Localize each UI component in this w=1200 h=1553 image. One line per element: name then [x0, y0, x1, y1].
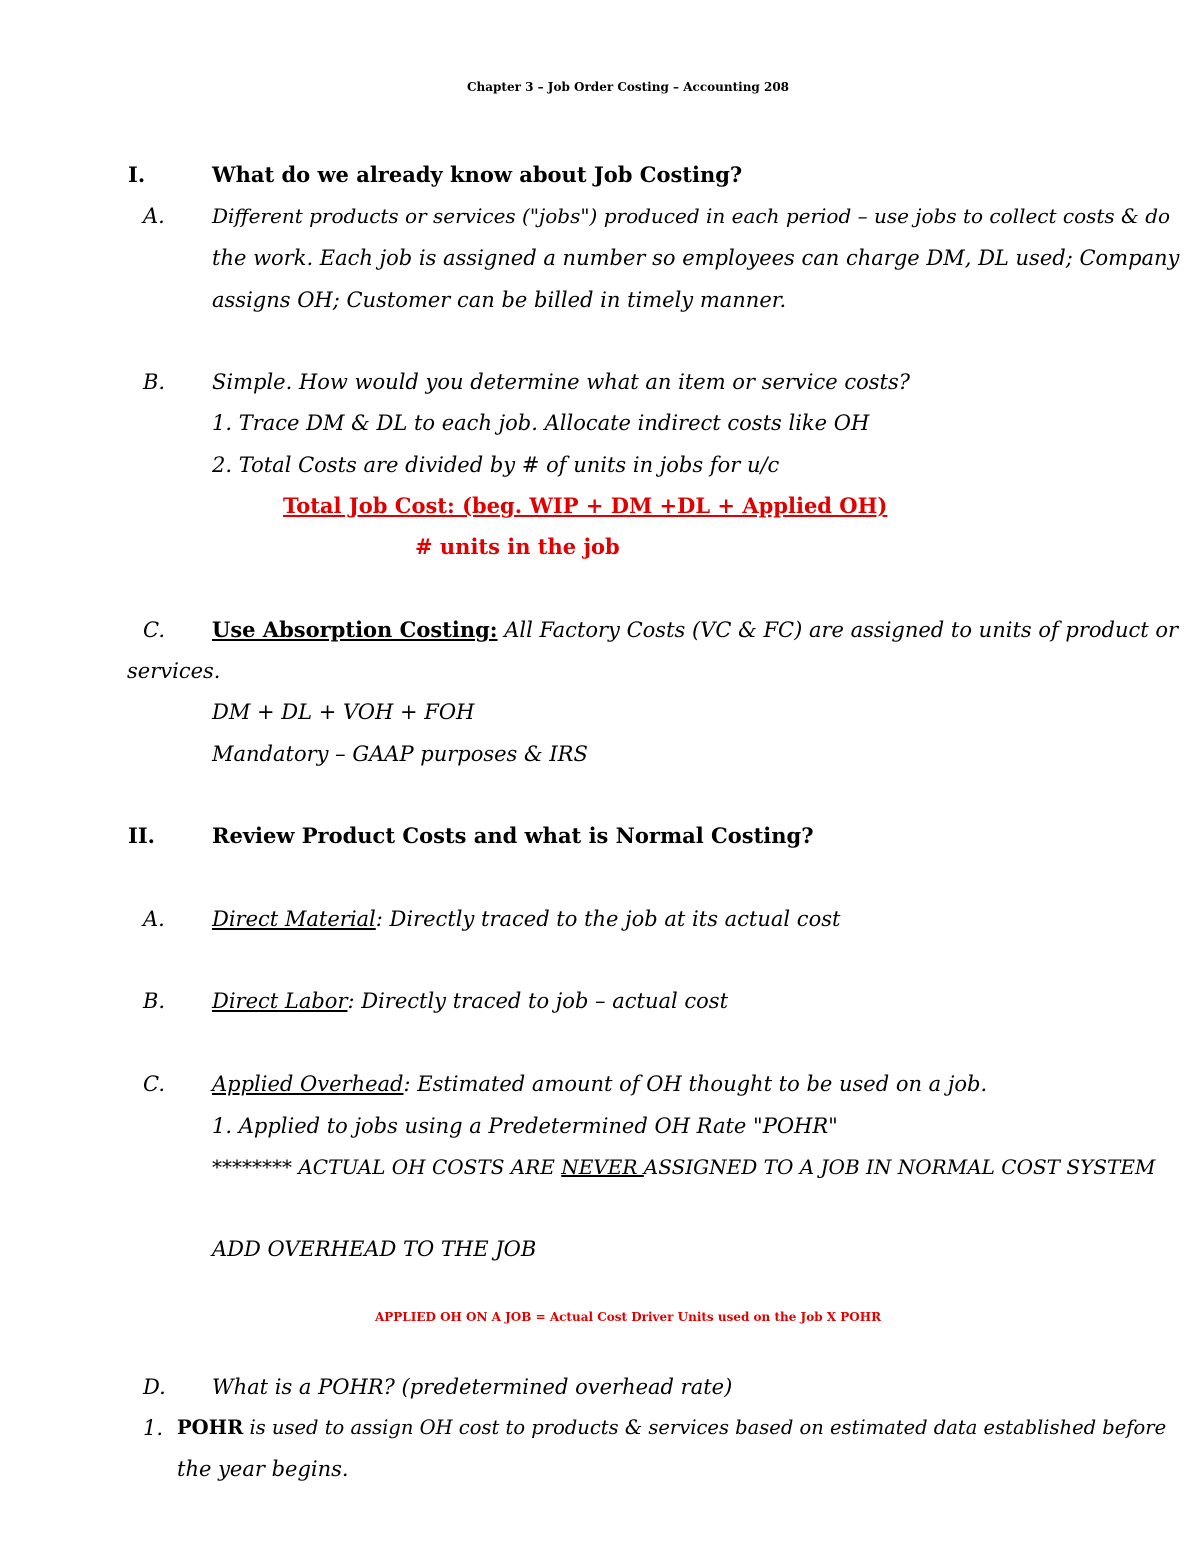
item-2d-1-number: 1.	[143, 1416, 164, 1440]
actual-oh-never: NEVER	[561, 1155, 644, 1179]
item-1b-label: B.	[143, 370, 166, 394]
actual-oh-warning-pre: ******** ACTUAL OH COSTS ARE	[212, 1155, 562, 1179]
item-1c-label: C.	[143, 618, 165, 642]
pohr-text: is used to assign OH cost to products & services based on estimated data established before	[243, 1416, 1167, 1439]
direct-material-term: Direct Material	[212, 907, 376, 931]
item-1c-line-3: DM + DL + VOH + FOH	[212, 700, 475, 724]
item-1a-line-2: the work. Each job is assigned a number so employees can charge DM, DL used; Company	[212, 246, 1180, 270]
item-2c-line-1	[212, 1070, 987, 1098]
item-2a-line	[212, 905, 840, 933]
item-1b-line-1: Simple. How would you determine what an item or service costs?	[212, 370, 911, 394]
section-1-heading: What do we already know about Job Costing?	[212, 162, 743, 187]
formula-units-in-job: # units in the job	[415, 534, 620, 559]
item-1b-line-3: 2. Total Costs are divided by # of units in jobs for u/c	[212, 453, 780, 477]
item-2d-line: What is a POHR? (predetermined overhead rate)	[212, 1375, 733, 1399]
absorption-costing-term: Use Absorption Costing:	[212, 617, 498, 642]
item-1a-line-1: Different products or services ("jobs") produced in each period – use jobs to collect costs & do	[212, 204, 1171, 228]
item-1c-line-2: services.	[127, 659, 221, 683]
item-2d-label: D.	[143, 1375, 166, 1399]
item-1a-line-3: assigns OH; Customer can be billed in timely manner.	[212, 288, 787, 312]
item-1b-line-2: 1. Trace DM & DL to each job. Allocate indirect costs like OH	[212, 411, 870, 435]
item-2c-line-2: 1. Applied to jobs using a Predetermined OH Rate "POHR"	[212, 1114, 838, 1138]
item-1a-label: A.	[143, 204, 165, 228]
section-1-number: I.	[128, 162, 146, 187]
item-2c-label: C.	[143, 1072, 165, 1096]
item-2b-line	[212, 987, 728, 1015]
section-2-heading: Review Product Costs and what is Normal Costing?	[212, 823, 814, 848]
applied-overhead-text: : Estimated amount of OH thought to be used on a job.	[403, 1072, 988, 1096]
item-2a-label: A.	[143, 907, 165, 931]
item-1c-line-1	[212, 616, 1178, 644]
formula-applied-oh: APPLIED OH ON A JOB = Actual Cost Driver Units used on the Job X POHR	[374, 1310, 882, 1324]
item-2d-1-line-2: the year begins.	[177, 1457, 349, 1481]
item-2c-line-3	[212, 1153, 1155, 1181]
formula-total-job-cost: Total Job Cost: (beg. WIP + DM +DL + Applied OH)	[283, 493, 888, 518]
direct-labor-term: Direct Labor	[212, 989, 348, 1013]
actual-oh-warning-post: ASSIGNED TO A JOB IN NORMAL COST SYSTEM	[643, 1155, 1156, 1179]
section-2-number: II.	[128, 823, 155, 848]
page-title: Chapter 3 – Job Order Costing – Accounting 208	[466, 80, 790, 94]
applied-overhead-term: Applied Overhead	[212, 1072, 404, 1096]
item-2d-1-line-1	[177, 1414, 1166, 1442]
item-1c-line-4: Mandatory – GAAP purposes & IRS	[212, 742, 588, 766]
direct-material-text: : Directly traced to the job at its actual cost	[375, 907, 841, 931]
item-2b-label: B.	[143, 989, 166, 1013]
item-2c-line-4: ADD OVERHEAD TO THE JOB	[212, 1237, 537, 1261]
direct-labor-text: : Directly traced to job – actual cost	[347, 989, 729, 1013]
pohr-term: POHR	[177, 1416, 244, 1439]
absorption-costing-text: All Factory Costs (VC & FC) are assigned to units of product or	[497, 618, 1179, 642]
